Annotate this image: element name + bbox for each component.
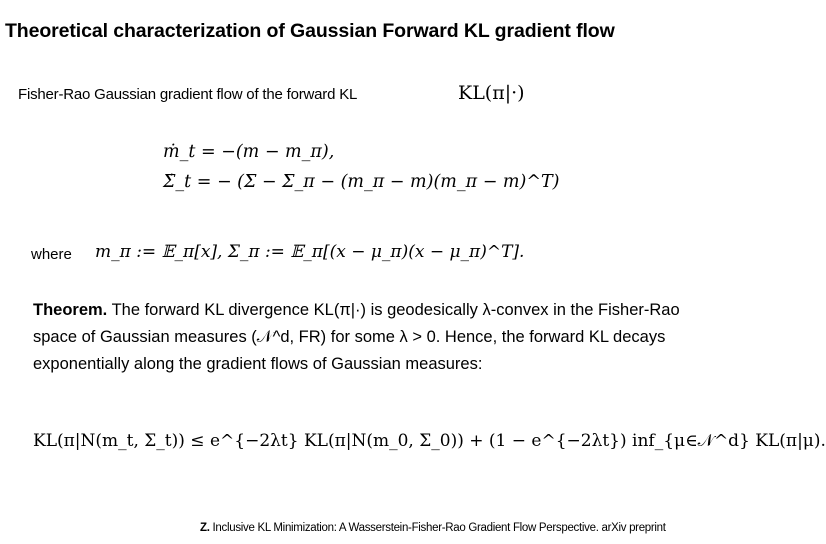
- theorem-body: The forward KL divergence KL(π|·) is geodesically λ-convex in the Fisher-Rao space of Gaussian measures (𝒩^d, FR) for some λ > 0. Hence, the forward KL decays exponentially along the gradient flows of Gaussian measures:: [33, 301, 680, 373]
- reference-footer: [200, 522, 666, 534]
- where-label: where: [31, 246, 72, 263]
- kl-expression: KL(π|·): [458, 82, 525, 104]
- theorem-block: [33, 297, 693, 378]
- slide-title: Theoretical characterization of Gaussian Forward KL gradient flow: [5, 20, 615, 42]
- intro-text: Fisher-Rao Gaussian gradient flow of the forward KL: [18, 86, 358, 103]
- mean-flow-equation: ṁ_t = −(m − m_π),: [163, 142, 335, 162]
- decay-inequality: KL(π|N(m_t, Σ_t)) ≤ e^{−2λt} KL(π|N(m_0, Σ_0)) + (1 − e^{−2λt}) inf_{μ∈𝒩^d} KL(π|μ).: [33, 431, 826, 451]
- covariance-flow-equation: Σ̇_t = − (Σ − Σ_π − (m_π − m)(m_π − m)^T): [163, 172, 560, 192]
- where-definition: m_π := 𝔼_π[x], Σ_π := 𝔼_π[(x − μ_π)(x − μ_π)^T].: [95, 242, 525, 262]
- theorem-label: Theorem.: [33, 301, 108, 319]
- reference-author: Z.: [200, 522, 210, 534]
- reference-text: Inclusive KL Minimization: A Wasserstein-Fisher-Rao Gradient Flow Perspective. arXiv preprint: [212, 522, 666, 534]
